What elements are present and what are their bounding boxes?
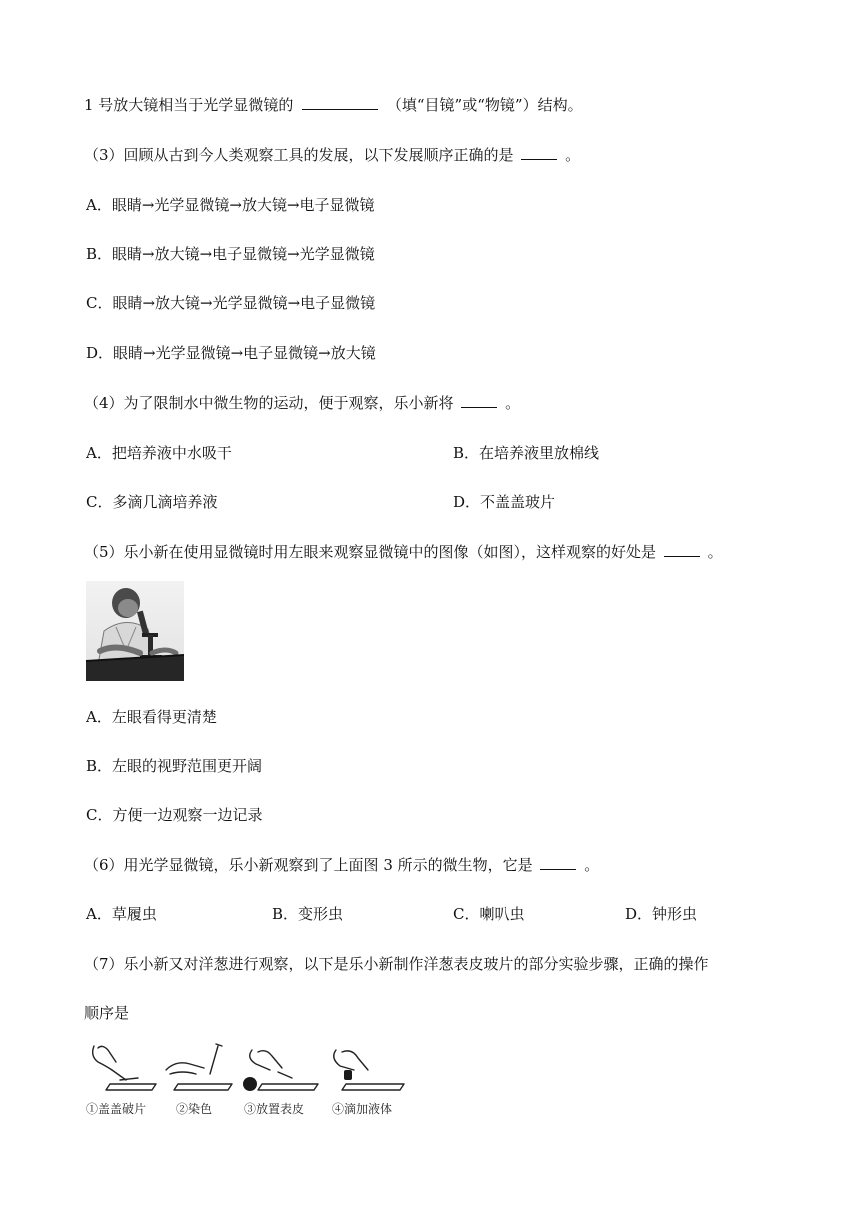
q6-stem-before: （6）用光学显微镜，乐小新观察到了上面图 3 所示的微生物，它是 (84, 856, 533, 874)
step-label-3: ③放置表皮 (244, 1102, 305, 1116)
q3-option-c[interactable]: C．眼睛→放大镜→光学显微镜→电子显微镜 (86, 294, 376, 312)
q6-option-c[interactable]: C．喇叭虫 (453, 905, 525, 923)
q6-option-a[interactable]: A．草履虫 (86, 905, 157, 923)
q3-option-a[interactable]: A．眼睛→光学显微镜→放大镜→电子显微镜 (86, 196, 375, 214)
q4-stem (84, 393, 520, 413)
q5-answer-blank[interactable] (664, 542, 700, 557)
q3-answer-blank[interactable] (521, 145, 557, 160)
q4-option-b[interactable]: B．在培养液里放棉线 (453, 444, 600, 462)
q3-option-b[interactable]: B．眼睛→放大镜→电子显微镜→光学显微镜 (86, 245, 375, 263)
q3-option-d[interactable]: D．眼睛→光学显微镜→电子显微镜→放大镜 (86, 344, 376, 362)
q4-stem-before: （4）为了限制水中微生物的运动，便于观察，乐小新将 (84, 394, 454, 412)
q3-stem (84, 145, 580, 165)
q5-option-c[interactable]: C．方便一边观察一边记录 (86, 806, 263, 824)
q6-stem-after: 。 (584, 856, 600, 874)
q6-option-d[interactable]: D．钟形虫 (625, 905, 698, 923)
step-label-1: ①盖盖破片 (86, 1102, 147, 1116)
q6-stem (84, 855, 599, 875)
q7-stem-line1: （7）乐小新又对洋葱进行观察，以下是乐小新制作洋葱表皮玻片的部分实验步骤，正确的操作 (84, 955, 709, 973)
student-microscope-figure (86, 581, 184, 681)
step-label-2: ②染色 (176, 1102, 213, 1116)
q4-answer-blank[interactable] (461, 393, 497, 408)
q5-stem-before: （5）乐小新在使用显微镜时用左眼来观察显微镜中的图像（如图），这样观察的好处是 (84, 543, 657, 561)
answer-blank[interactable] (302, 95, 378, 110)
q4-option-d[interactable]: D．不盖盖玻片 (453, 493, 556, 511)
q5-stem (84, 542, 723, 562)
q4-option-a[interactable]: A．把培养液中水吸干 (86, 444, 232, 462)
q5-option-a[interactable]: A．左眼看得更清楚 (86, 708, 217, 726)
question-intro (84, 95, 583, 115)
q3-stem-after: 。 (565, 146, 581, 164)
step-label-4: ④滴加液体 (332, 1102, 393, 1116)
q7-stem-line2: 顺序是 (84, 1004, 130, 1022)
slide-preparation-steps-figure (86, 1040, 416, 1124)
slide-steps-illustration (86, 1040, 416, 1100)
intro-text-before: 1 号放大镜相当于光学显微镜的 (84, 96, 294, 114)
q4-stem-after: 。 (505, 394, 521, 412)
q6-answer-blank[interactable] (540, 855, 576, 870)
intro-text-after: （填“目镜”或“物镜”）结构。 (386, 96, 583, 114)
student-microscope-illustration (86, 581, 184, 681)
q3-stem-before: （3）回顾从古到今人类观察工具的发展，以下发展顺序正确的是 (84, 146, 514, 164)
q5-stem-after: 。 (707, 543, 723, 561)
q6-option-b[interactable]: B．变形虫 (272, 905, 344, 923)
q5-option-b[interactable]: B．左眼的视野范围更开阔 (86, 757, 263, 775)
q4-option-c[interactable]: C．多滴几滴培养液 (86, 493, 218, 511)
